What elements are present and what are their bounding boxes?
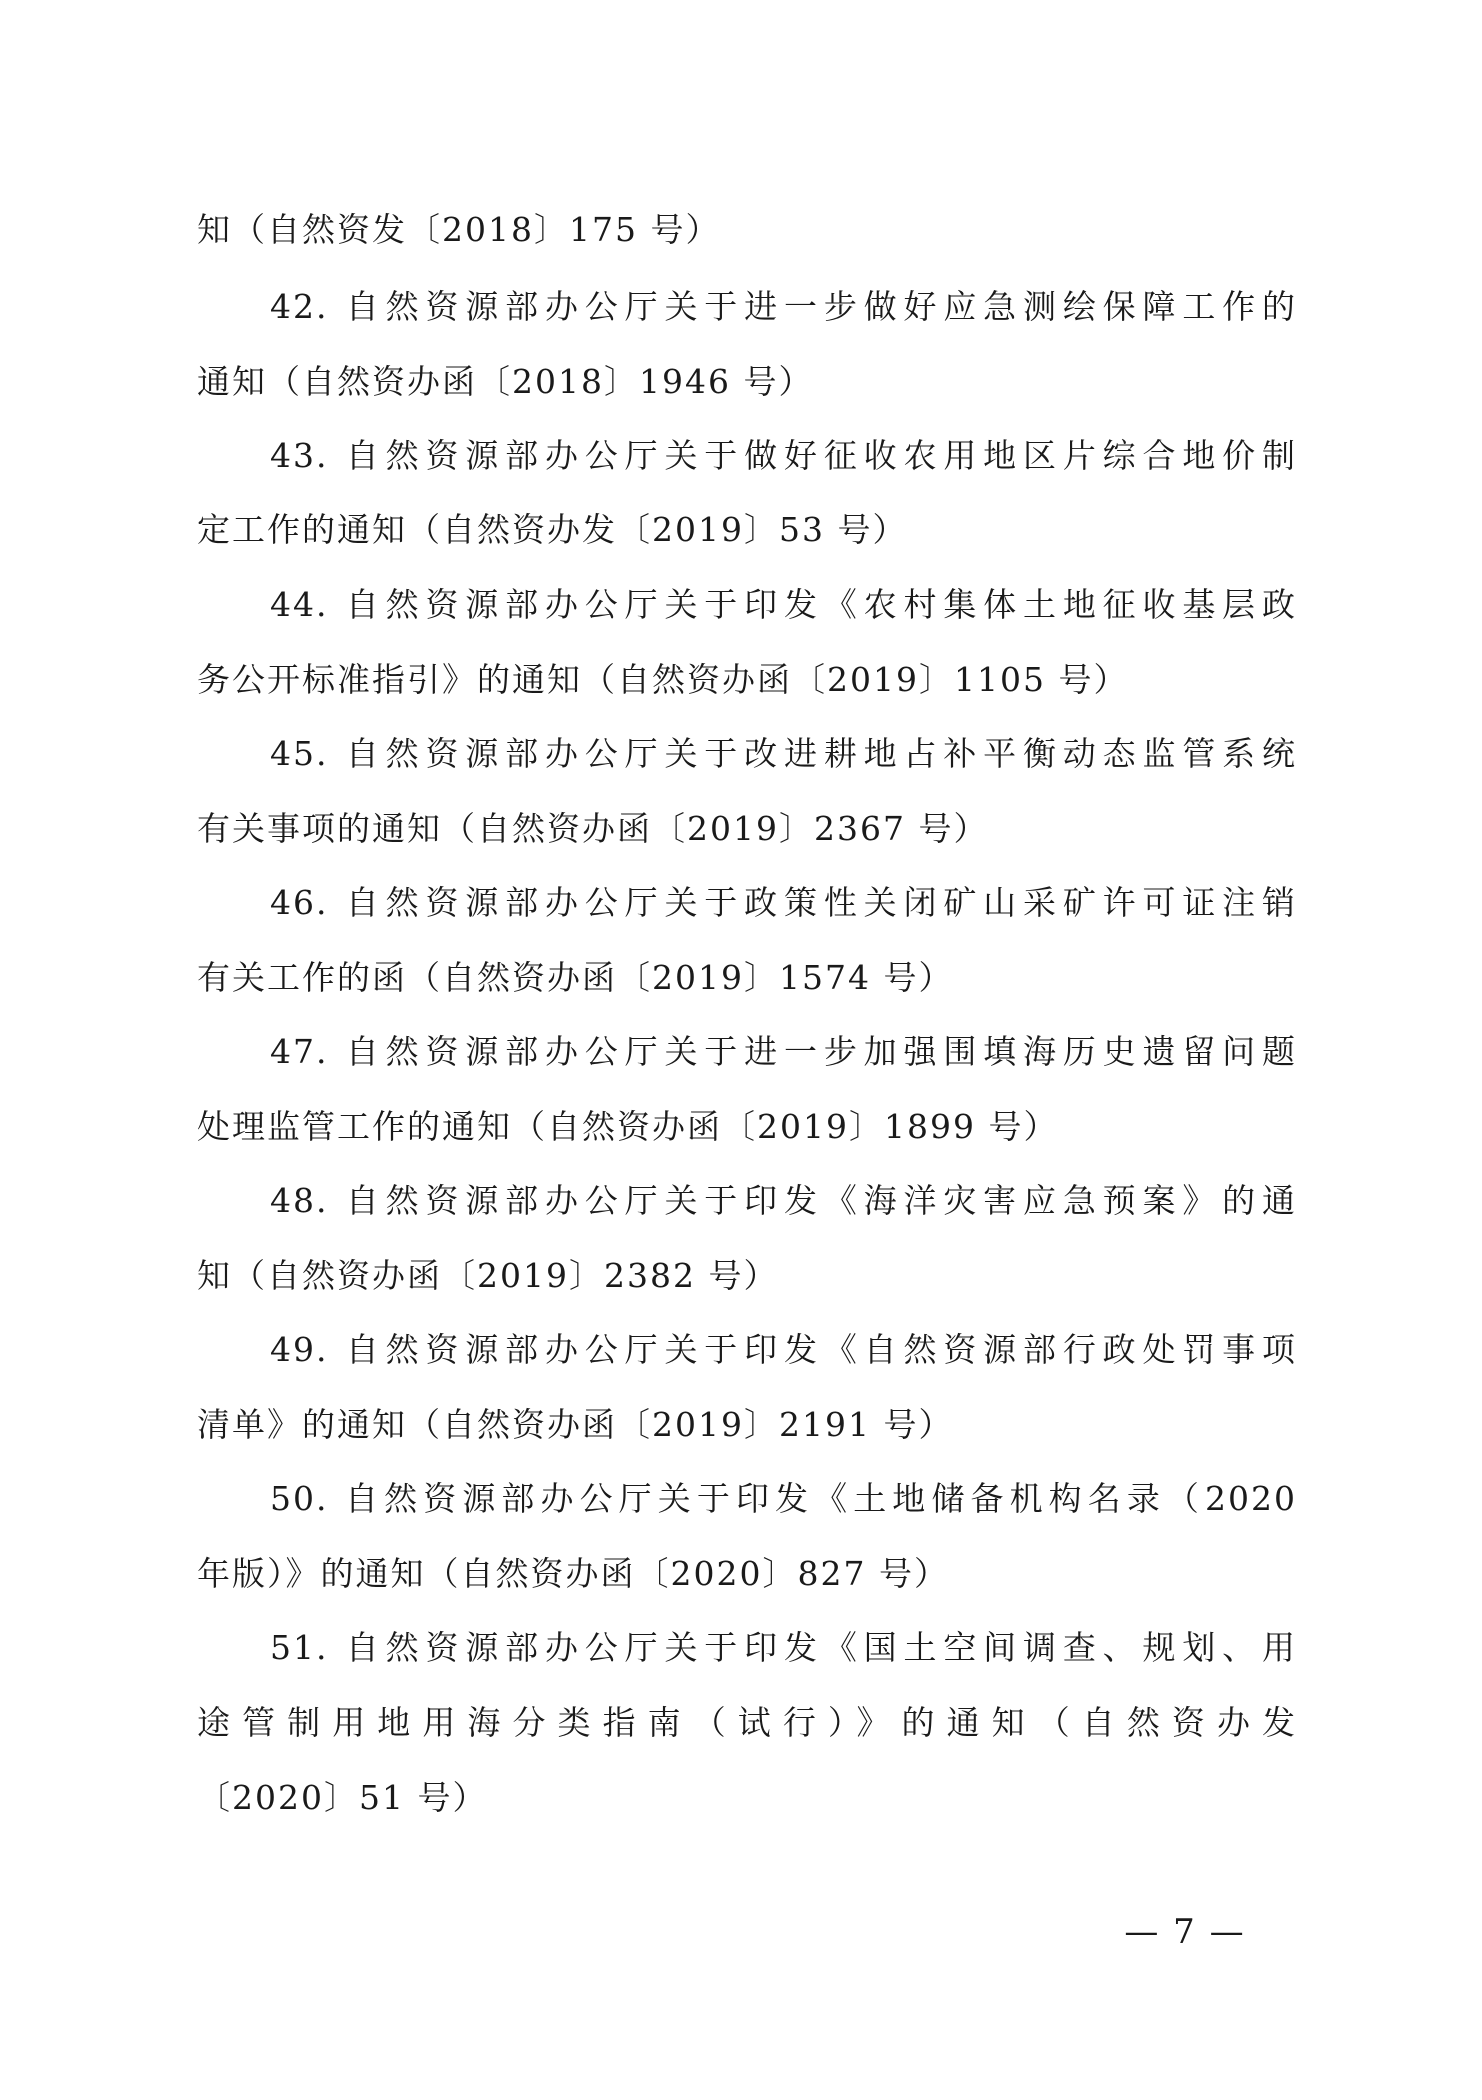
text-line-17: 清单》的通知（自然资办函〔2019〕2191 号） — [197, 1405, 954, 1444]
text-line-9: 有关事项的通知（自然资办函〔2019〕2367 号） — [197, 809, 989, 848]
text-line-10: 46. 自然资源部办公厅关于政策性关闭矿山采矿许可证注销 — [270, 883, 1297, 922]
text-line-1: 知（自然资发〔2018〕175 号） — [197, 210, 721, 249]
text-line-6: 44. 自然资源部办公厅关于印发《农村集体土地征收基层政 — [270, 585, 1297, 624]
text-line-5: 定工作的通知（自然资办发〔2019〕53 号） — [197, 510, 908, 549]
text-line-21: 途管制用地用海分类指南（试行）》的通知（自然资办发 — [197, 1703, 1297, 1742]
text-line-20: 51. 自然资源部办公厅关于印发《国土空间调查、规划、用 — [270, 1628, 1297, 1667]
text-line-19: 年版）》的通知（自然资办函〔2020〕827 号） — [197, 1554, 949, 1593]
text-line-12: 47. 自然资源部办公厅关于进一步加强围填海历史遗留问题 — [270, 1032, 1297, 1071]
text-line-18: 50. 自然资源部办公厅关于印发《土地储备机构名录（2020 — [270, 1479, 1297, 1518]
text-line-16: 49. 自然资源部办公厅关于印发《自然资源部行政处罚事项 — [270, 1330, 1297, 1369]
text-line-3: 通知（自然资办函〔2018〕1946 号） — [197, 362, 814, 401]
text-line-7: 务公开标准指引》的通知（自然资办函〔2019〕1105 号） — [197, 660, 1129, 699]
text-line-4: 43. 自然资源部办公厅关于做好征收农用地区片综合地价制 — [270, 436, 1297, 475]
page-number: — 7 — — [1124, 1912, 1246, 1952]
text-line-14: 48. 自然资源部办公厅关于印发《海洋灾害应急预案》的通 — [270, 1181, 1297, 1220]
text-line-2: 42. 自然资源部办公厅关于进一步做好应急测绘保障工作的 — [270, 287, 1297, 326]
text-line-22: 〔2020〕51 号） — [197, 1778, 488, 1817]
text-line-8: 45. 自然资源部办公厅关于改进耕地占补平衡动态监管系统 — [270, 734, 1297, 773]
text-line-11: 有关工作的函（自然资办函〔2019〕1574 号） — [197, 958, 954, 997]
text-line-15: 知（自然资办函〔2019〕2382 号） — [197, 1256, 779, 1295]
text-line-13: 处理监管工作的通知（自然资办函〔2019〕1899 号） — [197, 1107, 1059, 1146]
